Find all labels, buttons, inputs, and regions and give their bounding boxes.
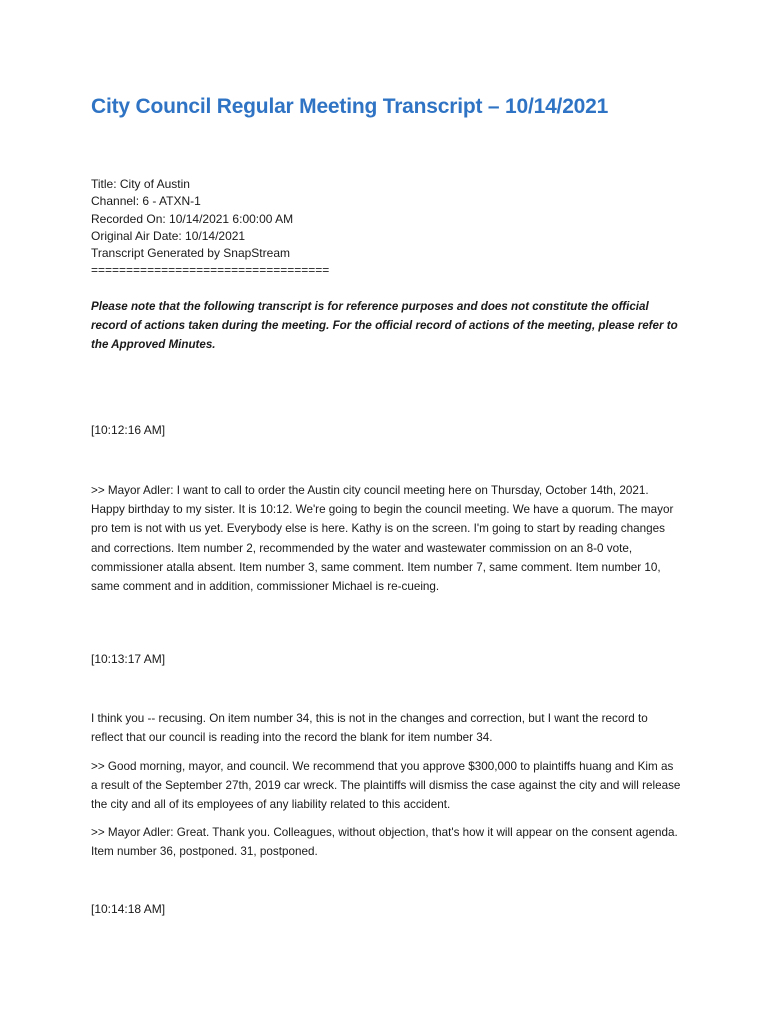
timestamp-1: [10:12:16 AM] — [91, 423, 166, 437]
meta-air-date: Original Air Date: 10/14/2021 — [91, 228, 246, 243]
timestamp-3: [10:14:18 AM] — [91, 902, 166, 916]
disclaimer-notice: Please note that the following transcript is for reference purposes and does not constitute the official record of actions taken during the meeting. For the official record of actions of the meeting, please refer to the Approved Minutes. — [91, 300, 678, 351]
timestamp-2: [10:13:17 AM] — [91, 652, 166, 666]
document-title: City Council Regular Meeting Transcript – 10/14/2021 — [91, 95, 609, 118]
transcript-paragraph-1: >> Mayor Adler: I want to call to order the Austin city council meeting here on Thursday, October 14th, 2021. Happy birthday to my sister. It is 10:12. We're going to begin the council meeting. We have a quorum. The mayor pro tem is not with us yet. Everybody else is here. Kathy is on the screen. I'm going to start by reading changes and corrections. Item number 2, recommended by the water and wastewater commission on an 8-0 vote, commissioner atalla absent. Item number 3, same comment. Item number 7, same comment. Item number 10, same comment and in addition, commissioner Michael is re-cueing. — [91, 484, 674, 594]
transcript-paragraph-3: >> Good morning, mayor, and council. We recommend that you approve $300,000 to plaintiffs huang and Kim as a result of the September 27th, 2019 car wreck. The plaintiffs will dismiss the case against the city and will release the city and all of its employees of any liability related to this accident. — [91, 760, 681, 812]
transcript-metadata — [91, 176, 329, 280]
meta-recorded-on: Recorded On: 10/14/2021 6:00:00 AM — [91, 211, 294, 226]
meta-title: Title: City of Austin — [91, 177, 190, 191]
meta-generator: Transcript Generated by SnapStream — [91, 246, 290, 261]
meta-channel: Channel: 6 - ATXN-1 — [91, 194, 201, 209]
meta-separator: ================================== — [91, 263, 330, 278]
transcript-paragraph-2: I think you -- recusing. On item number 34, this is not in the changes and correction, but I want the record to reflect that our council is reading into the record the blank for item number 34. — [91, 712, 648, 745]
transcript-paragraph-4: >> Mayor Adler: Great. Thank you. Colleagues, without objection, that's how it will appear on the consent agenda. Item number 36, postponed. 31, postponed. — [91, 826, 678, 859]
